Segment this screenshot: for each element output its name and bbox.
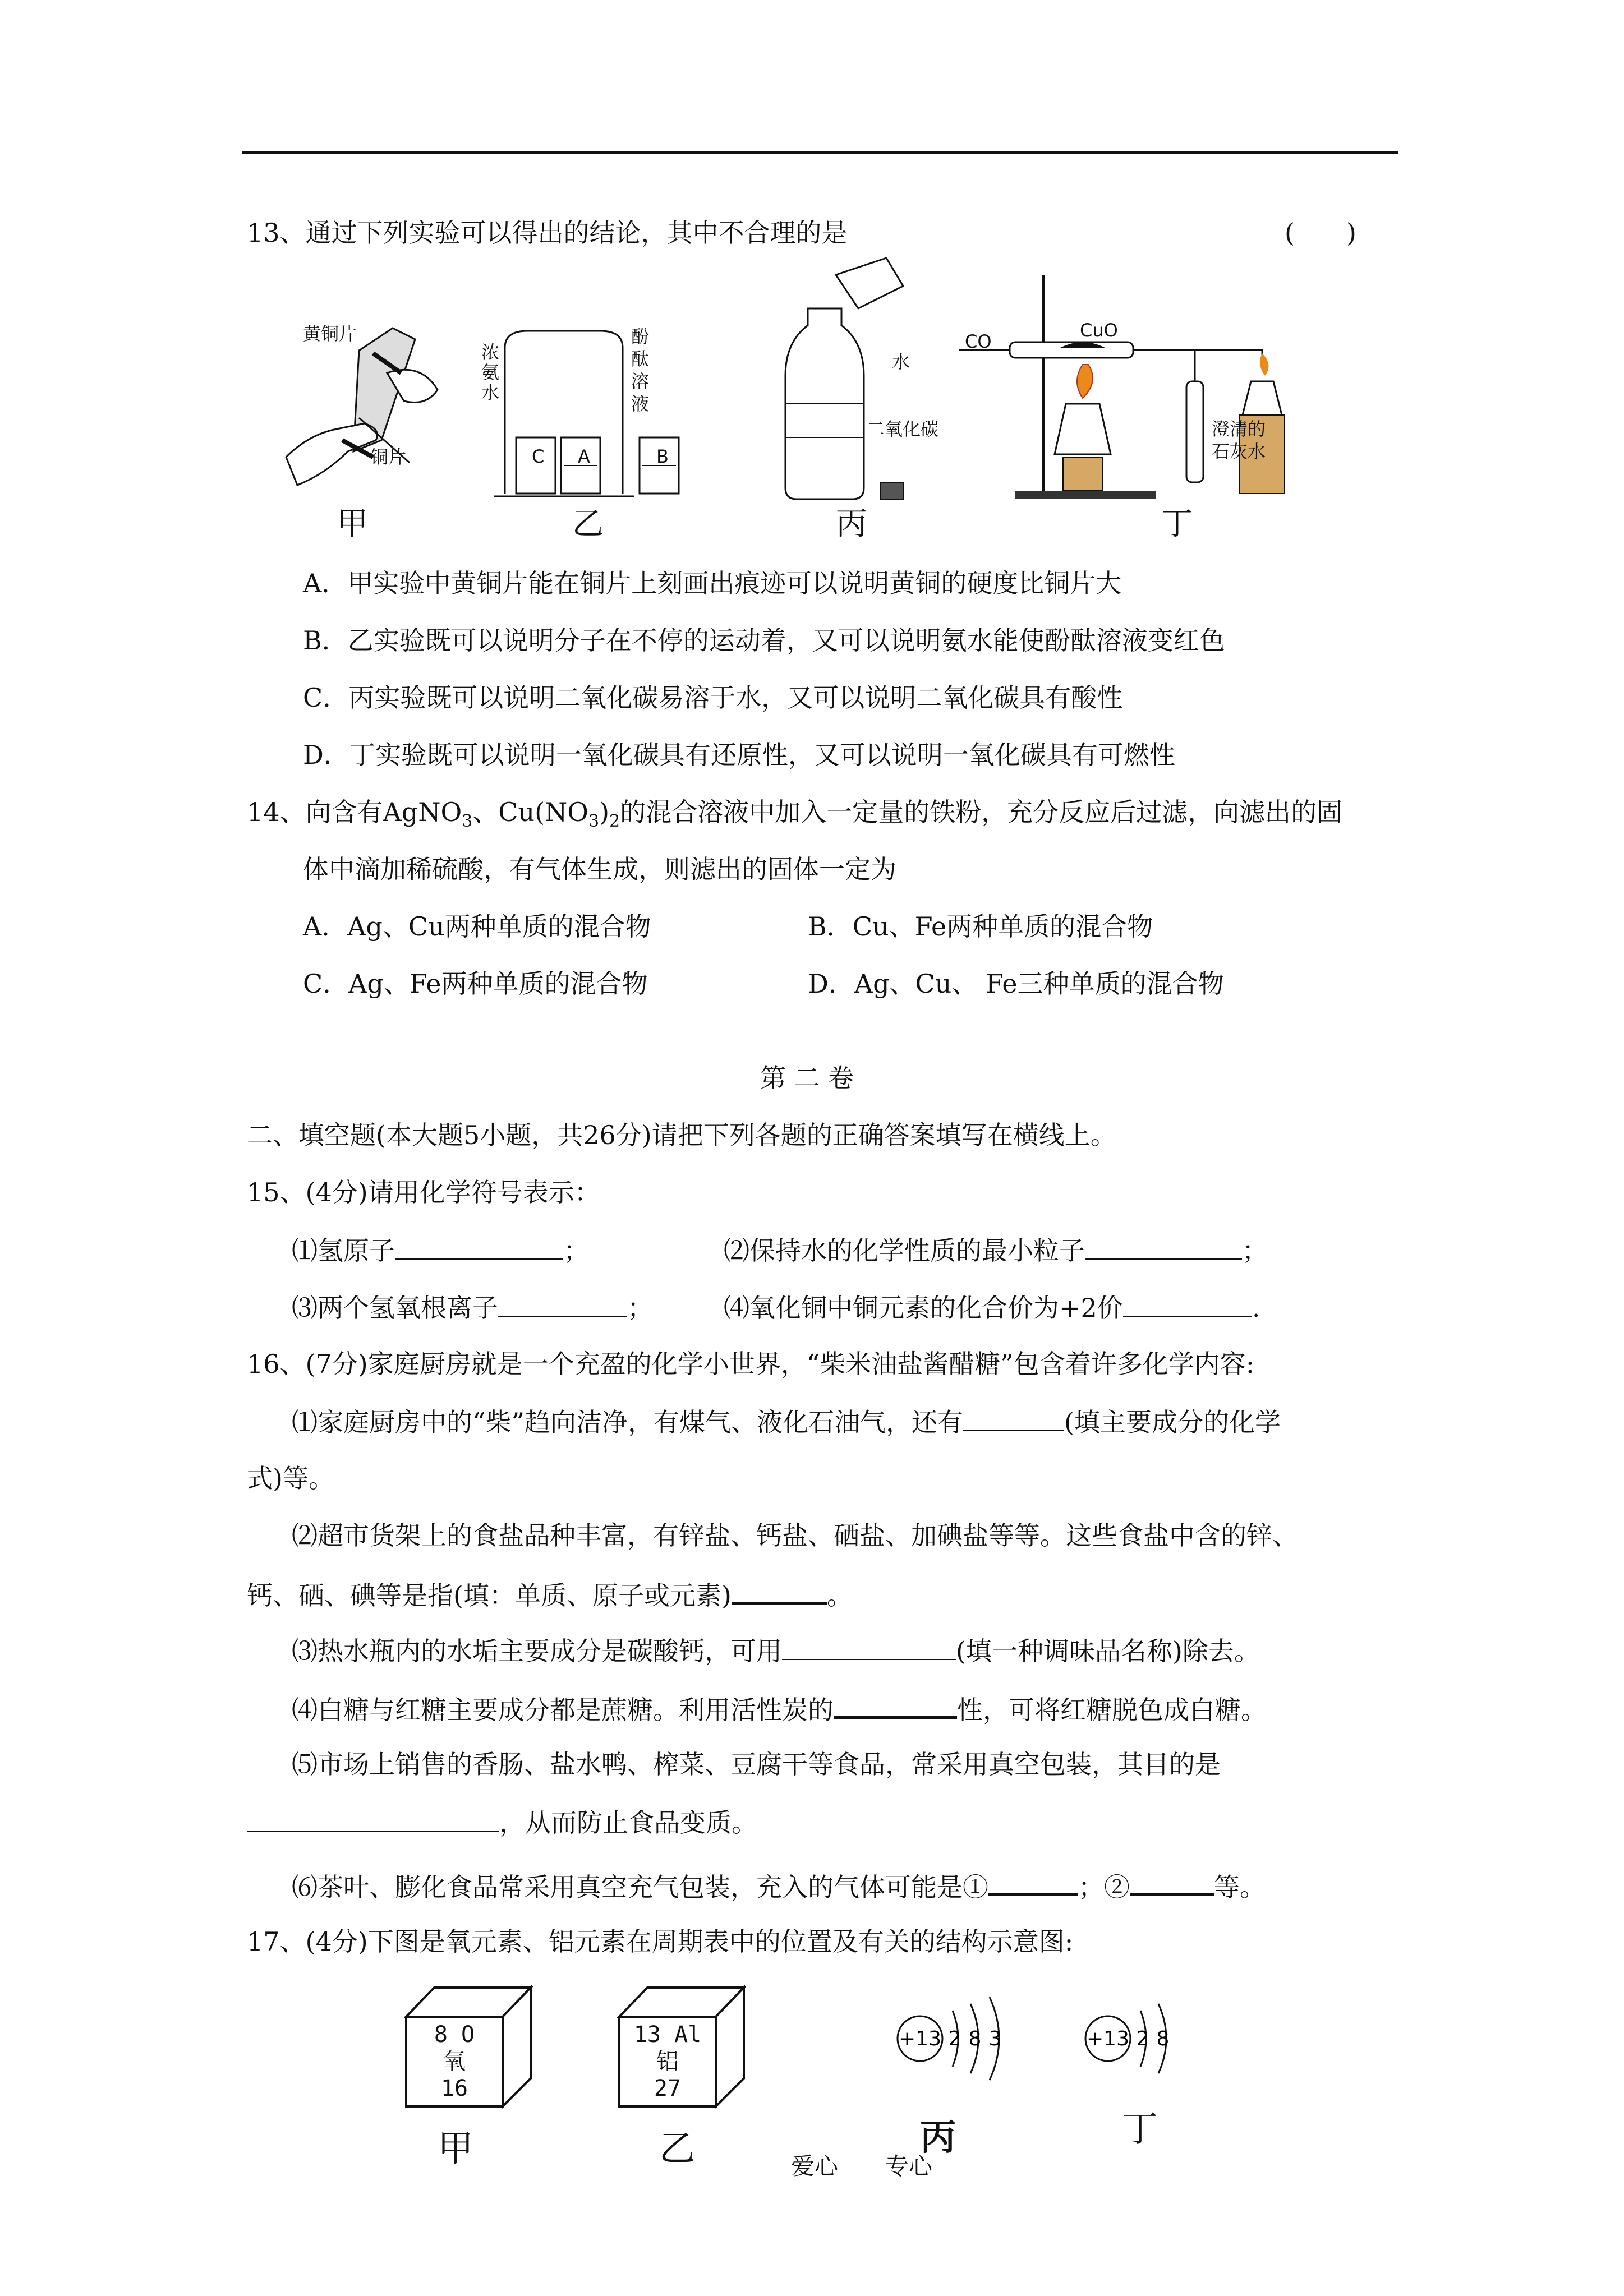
q13-option-a: A．甲实验中黄铜片能在铜片上刻画出痕迹可以说明黄铜的硬度比铜片大	[303, 568, 1122, 598]
q15-stem: 15、(4分)请用化学符号表示：	[247, 1177, 600, 1207]
q16-part1-line2: 式)等。	[247, 1463, 334, 1493]
q17-label-ding: 丁	[1122, 2109, 1158, 2150]
fig-ding-co-reduction	[959, 269, 1318, 505]
yi-beaker-b: B	[656, 446, 669, 467]
atom-bing-nucleus: +13	[899, 2027, 941, 2050]
q16-part2-line2: 钙、硒、碘等是指(填：单质、原子或元素) 。	[247, 1576, 853, 1612]
q15-part1: ⑴氢原子 ；	[292, 1233, 589, 1267]
q14-option-a: A．Ag、Cu两种单质的混合物	[303, 911, 651, 942]
q15-part3: ⑶两个氢氧根离子 ；	[292, 1290, 653, 1325]
q17-cube-aluminum: 13 Al 铝 27	[633, 2022, 702, 2101]
q17-label-yi: 乙	[659, 2128, 695, 2170]
q13-stem: 13、通过下列实验可以得出的结论，其中不合理的是	[247, 218, 848, 248]
header-rule	[242, 151, 1398, 154]
q16-part5-line1: ⑸市场上销售的香肠、盐水鸭、榨菜、豆腐干等食品，常采用真空包装，其目的是	[292, 1749, 1221, 1779]
q16-part5-line2: ，从而防止食品变质。	[247, 1805, 757, 1839]
q16-stem: 16、(7分)家庭厨房就是一个充盈的化学小世界，“柴米油盐酱醋糖”包含着许多化学内容:	[247, 1349, 1255, 1379]
jia-label-brass: 黄铜片	[303, 323, 357, 344]
q15-part2: ⑵保持水的化学性质的最小粒子 ；	[724, 1233, 1268, 1267]
footer-watermark: 爱心 专心	[791, 2152, 933, 2180]
ding-label-co: CO	[965, 331, 992, 352]
q13-option-b: B．乙实验既可以说明分子在不停的运动着，又可以说明氨水能使酚酞溶液变红色	[303, 625, 1225, 656]
fig-bing-co2-bottle	[774, 252, 942, 505]
q16-part3: ⑶热水瓶内的水垢主要成分是碳酸钙，可用 (填一种调味品名称)除去。	[292, 1633, 1260, 1668]
q13-option-d: D．丁实验既可以说明一氧化碳具有还原性，又可以说明一氧化碳具有可燃性	[303, 740, 1175, 770]
q17-stem: 17、(4分)下图是氧元素、铝元素在周期表中的位置及有关的结构示意图:	[247, 1926, 1074, 1957]
ding-label-limewater-1: 澄清的	[1212, 418, 1266, 440]
q13-option-c: C．丙实验既可以说明二氧化碳易溶于水，又可以说明二氧化碳具有酸性	[303, 683, 1123, 713]
q16-blank-3[interactable]	[782, 1633, 956, 1660]
bing-label-water: 水	[892, 351, 910, 372]
q14-stem-line2: 体中滴加稀硫酸，有气体生成，则滤出的固体一定为	[303, 854, 896, 884]
yi-label-ammonia: 浓 氨 水	[481, 342, 500, 403]
q16-part4: ⑷白糖与红糖主要成分都是蔗糖。利用活性炭的 性，可将红糖脱色成白糖。	[292, 1690, 1267, 1727]
yi-beaker-a: A	[578, 446, 590, 467]
q15-part4: ⑷氧化铜中铜元素的化合价为+2价 .	[724, 1290, 1260, 1325]
q16-blank-6b[interactable]	[1130, 1868, 1214, 1896]
q16-part1-line1: ⑴家庭厨房中的“柴”趋向洁净，有煤气、液化石油气，还有 (填主要成分的化学	[292, 1404, 1281, 1439]
fig-label-ding: 丁	[1161, 506, 1193, 542]
atom-bing-shell-2: 8	[968, 2027, 982, 2050]
q16-blank-5[interactable]	[247, 1805, 499, 1832]
q16-blank-6a[interactable]	[988, 1868, 1078, 1896]
q14-option-c: C．Ag、Fe两种单质的混合物	[303, 969, 648, 999]
q16-blank-2[interactable]	[732, 1576, 827, 1605]
q14-option-d: D．Ag、Cu、 Fe三种单质的混合物	[808, 969, 1224, 999]
atom-ding-nucleus: +13	[1087, 2027, 1129, 2050]
ding-label-limewater-2: 石灰水	[1212, 441, 1266, 462]
q16-blank-4[interactable]	[834, 1690, 957, 1719]
q17-label-jia: 甲	[438, 2128, 473, 2170]
fig-label-bing: 丙	[836, 506, 867, 542]
fig-yi-ammonia-diffusion	[494, 325, 684, 505]
q17-cube-oxygen: 8 O 氧 16	[434, 2022, 475, 2101]
q15-blank-1[interactable]	[395, 1233, 563, 1260]
q14-option-b: B．Cu、Fe两种单质的混合物	[808, 911, 1153, 942]
yi-beaker-c: C	[532, 446, 545, 467]
bing-label-co2: 二氧化碳	[867, 418, 939, 440]
q13-answer-bracket: ( )	[1285, 218, 1356, 248]
q16-part2-line1: ⑵超市货架上的食盐品种丰富，有锌盐、钙盐、硒盐、加碘盐等等。这些食盐中含的锌、	[292, 1520, 1298, 1551]
jia-label-copper: 铜片	[370, 446, 407, 468]
q15-blank-4[interactable]	[1123, 1290, 1252, 1317]
section-title: 第 二 卷	[760, 1063, 854, 1093]
fig-label-yi: 乙	[572, 506, 604, 542]
q17-label-bing: 丙	[920, 2117, 956, 2159]
yi-label-phenolphthalein: 酚 酞 溶 液	[631, 326, 650, 414]
atom-bing-shell-1: 2	[948, 2027, 961, 2050]
atom-ding-shell-1: 2	[1136, 2027, 1149, 2050]
ding-label-cuo: CuO	[1080, 320, 1118, 341]
q16-blank-1[interactable]	[963, 1404, 1064, 1431]
section-heading: 二、填空题(本大题5小题，共26分)请把下列各题的正确答案填写在横线上。	[247, 1120, 1116, 1150]
q16-part6: ⑹茶叶、膨化食品常采用真空充气包装，充入的气体可能是① ；② 等。	[292, 1868, 1266, 1904]
q15-blank-3[interactable]	[498, 1290, 627, 1317]
q17-atom-aluminum-ion	[1080, 1988, 1209, 2089]
q15-blank-2[interactable]	[1085, 1233, 1242, 1260]
q14-stem-line1: 14、向含有AgNO$_3$、$Cu(NO_3)_2$的混合溶液中加入一定量的铁粉，充分反应后过滤，向滤出的固	[247, 797, 1343, 831]
q17-atom-aluminum	[892, 1988, 1038, 2089]
atom-ding-shell-2: 8	[1156, 2027, 1170, 2050]
fig-label-jia: 甲	[337, 506, 368, 542]
atom-bing-shell-3: 3	[988, 2027, 1002, 2050]
